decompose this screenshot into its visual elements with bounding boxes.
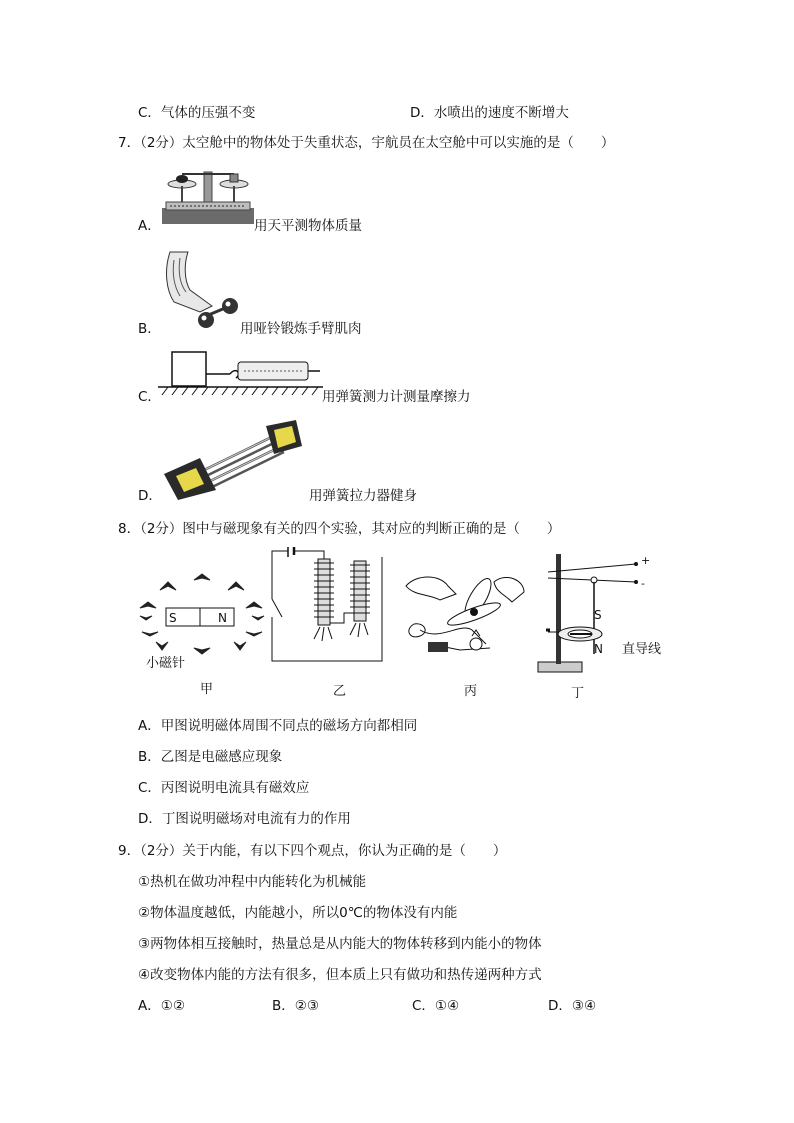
fig-bing-caption: 丙	[464, 684, 478, 699]
q6-option-d: D．水喷出的速度不断增大	[410, 105, 569, 121]
q9-statement-4: ④改变物体内能的方法有很多，但本质上只有做功和热传递两种方式	[138, 967, 542, 983]
q8-option-d: D．丁图说明磁场对电流有力的作用	[138, 811, 351, 827]
fig-yi-caption: 乙	[333, 684, 347, 699]
q7-option-d-text: 用弹簧拉力器健身	[309, 488, 417, 504]
dumbbell-arm-image	[160, 250, 240, 332]
friction-setup-image	[158, 348, 323, 398]
q9-choice-c: C．①④	[412, 998, 460, 1014]
small-needle-label: 小磁针	[146, 656, 186, 671]
q7-option-c-text: 用弹簧测力计测量摩擦力	[322, 389, 471, 405]
ding-minus-label: -	[641, 577, 645, 590]
fig-jia-caption: 甲	[200, 682, 214, 697]
q9-statement-2: ②物体温度越低，内能越小，所以0℃的物体没有内能	[138, 905, 458, 921]
ding-s-label: S	[594, 608, 602, 622]
q7-option-a-text: 用天平测物体质量	[254, 218, 362, 234]
q8-stem: 8．（2分）图中与磁现象有关的四个实验，其对应的判断正确的是（ ）	[118, 521, 561, 537]
chest-expander-image	[160, 420, 306, 500]
q7-option-b-text: 用哑铃锻炼手臂肌肉	[240, 321, 362, 337]
ding-plus-label: +	[641, 554, 651, 567]
q9-statement-1: ①热机在做功冲程中内能转化为机械能	[138, 874, 367, 890]
straight-wire-label: 直导线	[622, 642, 662, 657]
fig-ding-caption: 丁	[571, 686, 585, 701]
figure-yi-electromagnets	[268, 547, 392, 665]
q7-stem: 7．（2分）太空舱中的物体处于失重状态，宇航员在太空舱中可以实施的是（ ）	[118, 135, 615, 151]
q9-choice-a: A．①②	[138, 998, 185, 1014]
q9-statement-3: ③两物体相互接触时，热量总是从内能大的物体转移到内能小的物体	[138, 936, 542, 952]
q9-choice-d: D．③④	[548, 998, 597, 1014]
q9-choice-b: B．②③	[272, 998, 319, 1014]
q8-option-b: B．乙图是电磁感应现象	[138, 749, 283, 765]
q7-option-b-letter: B．	[138, 321, 161, 337]
q9-stem: 9．（2分）关于内能，有以下四个观点，你认为正确的是（ ）	[118, 843, 507, 859]
jia-n-label: N	[218, 611, 227, 625]
balance-image	[160, 164, 256, 228]
figure-bing-generator	[400, 572, 530, 664]
q7-option-d-letter: D．	[138, 488, 162, 504]
q8-option-c: C．丙图说明电流具有磁效应	[138, 780, 310, 796]
ding-n-label: N	[594, 642, 603, 656]
q7-option-a-letter: A．	[138, 218, 161, 234]
q8-option-a: A．甲图说明磁体周围不同点的磁场方向都相同	[138, 718, 418, 734]
q6-option-c: C．气体的压强不变	[138, 105, 256, 121]
jia-s-label: S	[169, 611, 177, 625]
q7-option-c-letter: C．	[138, 389, 161, 405]
